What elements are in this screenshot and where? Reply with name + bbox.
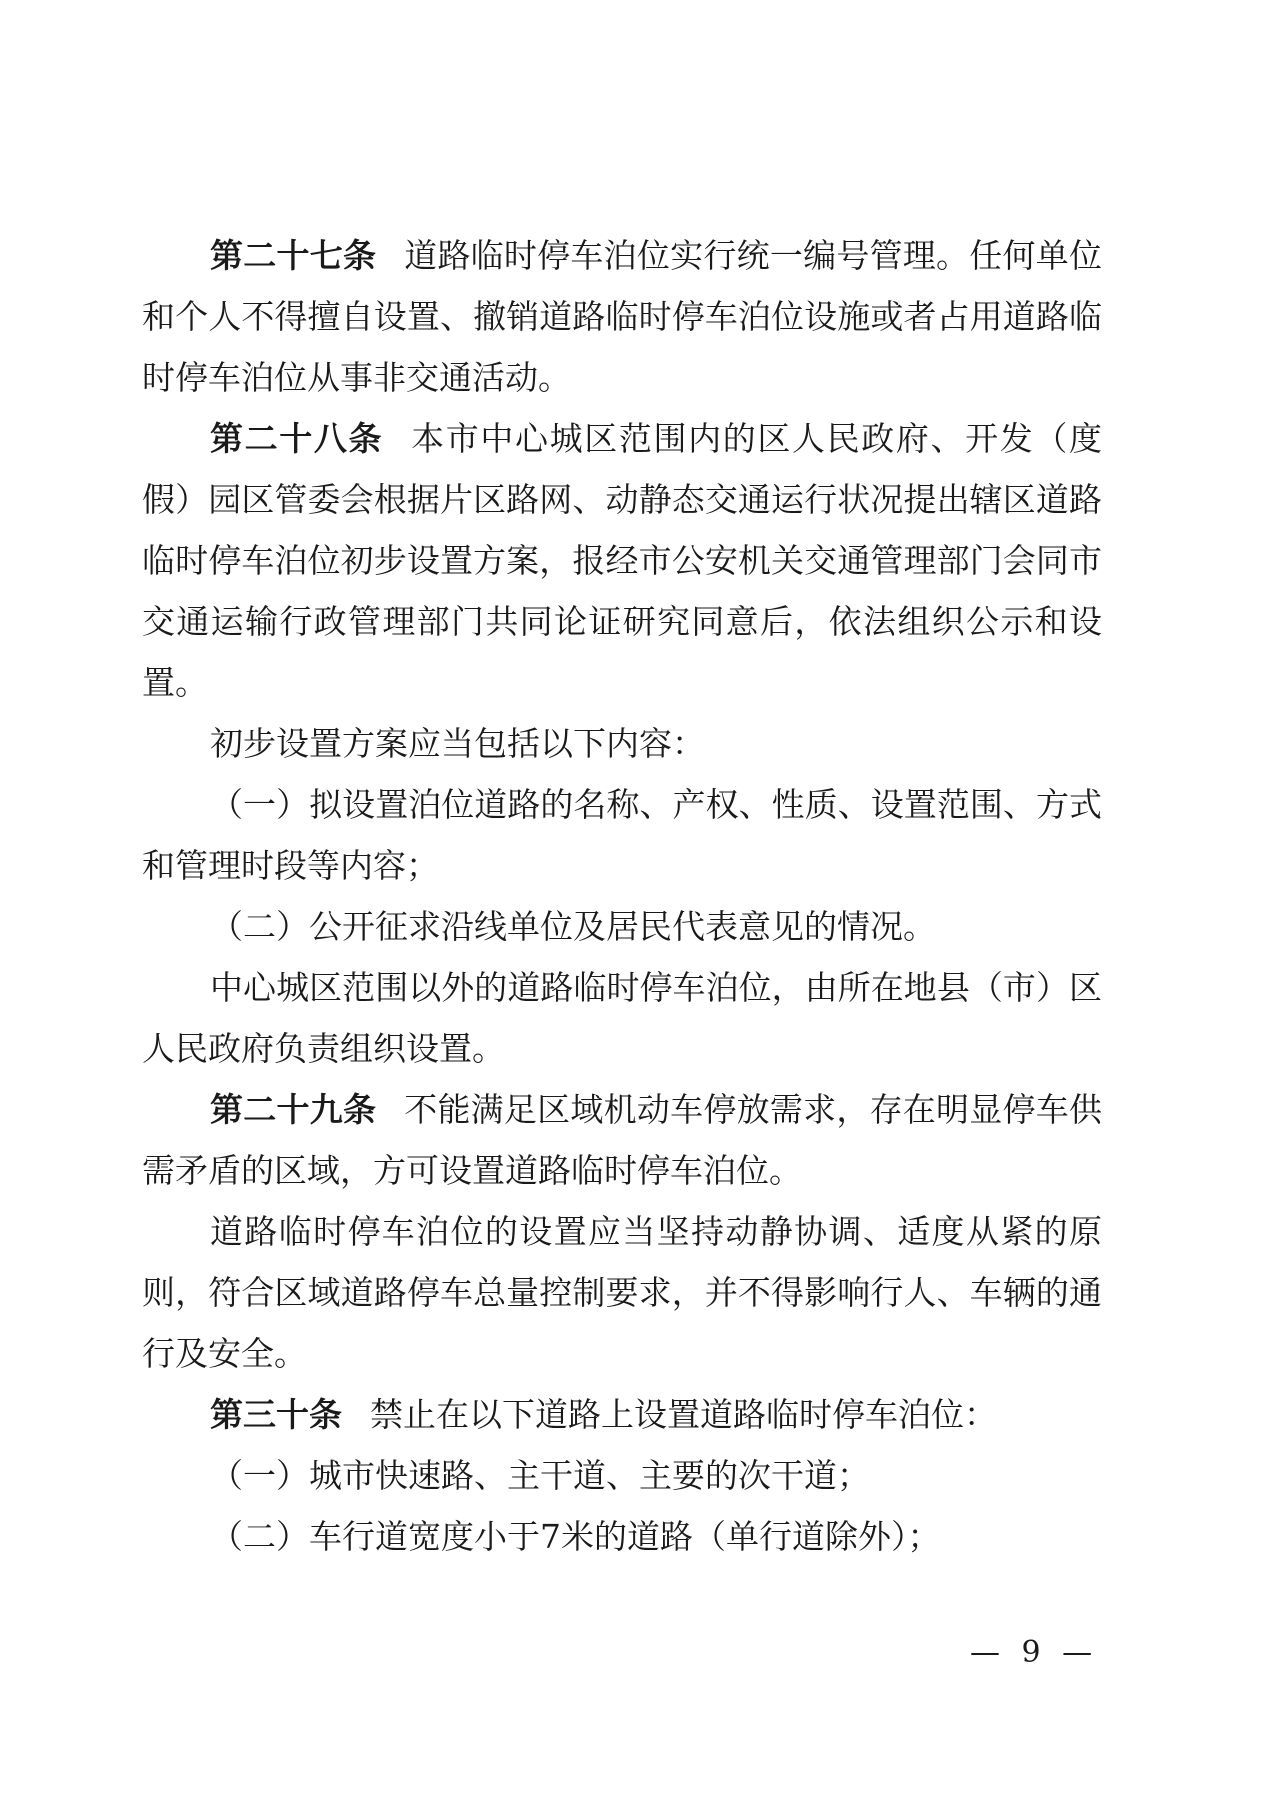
document-body — [142, 225, 1102, 1567]
list-item — [142, 1445, 1102, 1506]
paragraph-text: 道路临时停车泊位的设置应当坚持动静协调、适度从紧的原则，符合区域道路停车总量控制要求，并不得影响行人、车辆的通行及安全。 — [142, 1212, 1102, 1373]
article-29 — [142, 1079, 1102, 1201]
list-item-text: （一）城市快速路、主干道、主要的次干道； — [210, 1456, 870, 1495]
paragraph-text: 初步设置方案应当包括以下内容： — [210, 724, 705, 763]
article-28 — [142, 408, 1102, 713]
list-item-text: （二）车行道宽度小于7米的道路（单行道除外）； — [210, 1517, 941, 1556]
list-item-text: （一）拟设置泊位道路的名称、产权、性质、设置范围、方式和管理时段等内容； — [142, 785, 1102, 885]
article-text: 本市中心城区范围内的区人民政府、开发（度假）园区管委会根据片区路网、动静态交通运行状况提出辖区道路临时停车泊位初步设置方案，报经市公安机关交通管理部门会同市交通运输行政管理部门共同论证研究同意后，依法组织公示和设置。 — [142, 419, 1102, 702]
paragraph — [142, 713, 1102, 774]
article-30 — [142, 1384, 1102, 1445]
article-heading: 第二十七条 — [210, 236, 377, 275]
page-number: — 9 — — [970, 1635, 1099, 1670]
article-text: 禁止在以下道路上设置道路临时停车泊位： — [370, 1395, 997, 1434]
article-text: 不能满足区域机动车停放需求，存在明显停车供需矛盾的区域，方可设置道路临时停车泊位。 — [142, 1090, 1103, 1190]
list-item-text: （二）公开征求沿线单位及居民代表意见的情况。 — [210, 907, 936, 946]
article-heading: 第三十条 — [210, 1395, 342, 1434]
list-item — [142, 1506, 1102, 1567]
article-heading: 第二十八条 — [210, 419, 384, 458]
paragraph-text: 中心城区范围以外的道路临时停车泊位，由所在地县（市）区人民政府负责组织设置。 — [142, 968, 1102, 1068]
list-item — [142, 774, 1102, 896]
paragraph — [142, 957, 1102, 1079]
article-27 — [142, 225, 1102, 408]
article-text: 道路临时停车泊位实行统一编号管理。任何单位和个人不得擅自设置、撤销道路临时停车泊位设施或者占用道路临时停车泊位从事非交通活动。 — [142, 236, 1103, 397]
article-heading: 第二十九条 — [210, 1090, 377, 1129]
list-item — [142, 896, 1102, 957]
paragraph — [142, 1201, 1102, 1384]
